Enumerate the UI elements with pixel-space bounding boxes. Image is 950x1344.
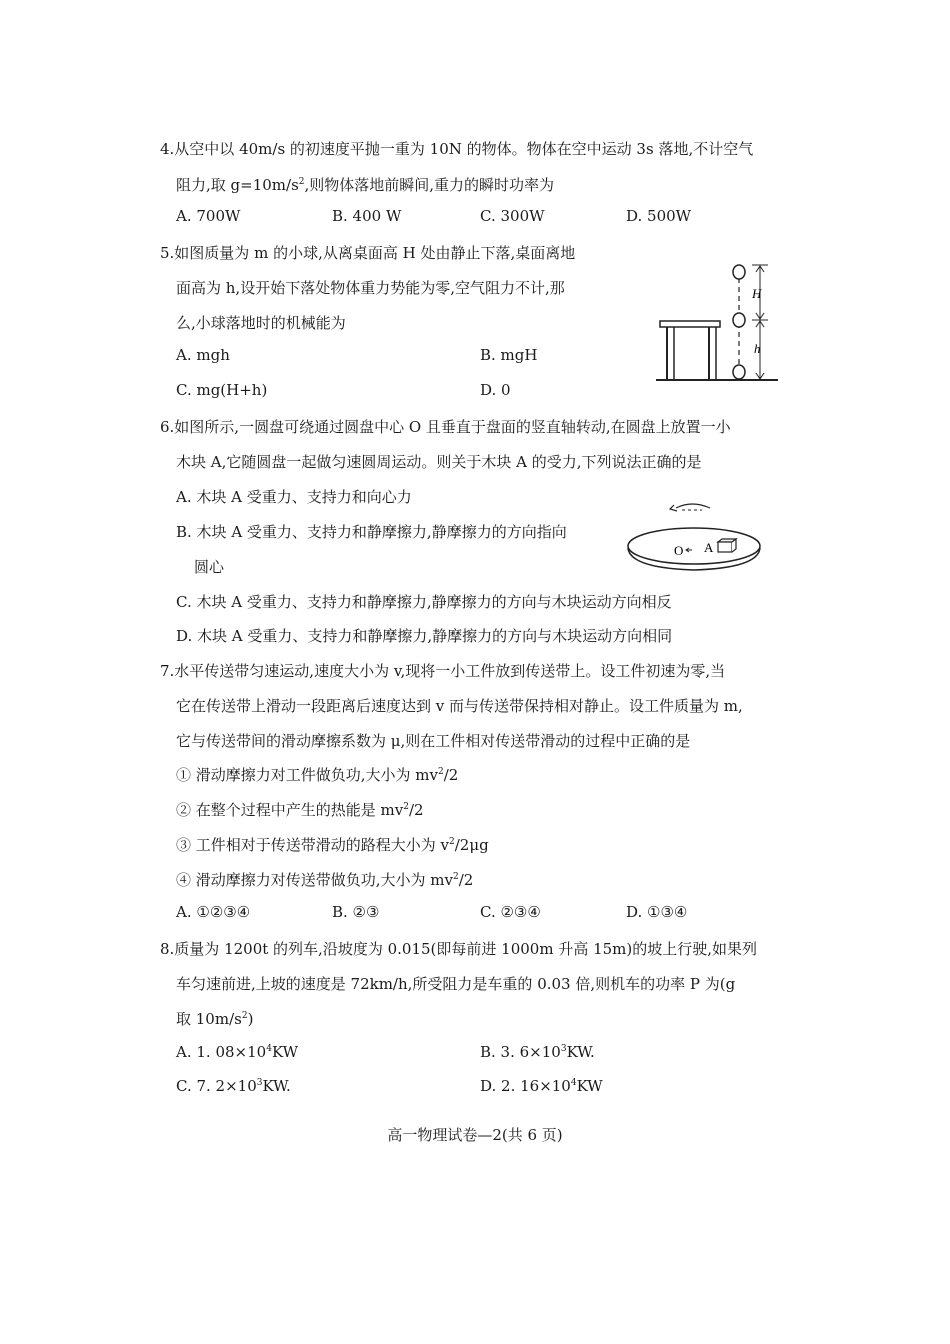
q6-option-b-line2: 圆心 — [194, 558, 225, 576]
q7-option-d: D. ①③④ — [626, 903, 688, 921]
q8-stem-line3: 取 $10m/s^2$) — [176, 1010, 254, 1028]
q4-option-c: C. 300W — [480, 207, 545, 225]
q4-stem-line2: 阻力,取 $g=10m/s^2$,则物体落地前瞬间,重力的瞬时功率为 — [176, 176, 555, 194]
q5-stem-line1: 5.如图质量为 m 的小球,从离桌面高 H 处由静止下落,桌面离地 — [160, 244, 576, 262]
q5-table-ball-figure — [650, 258, 780, 384]
q8-stem-line2: 车匀速前进,上坡的速度是 72km/h,所受阻力是车重的 0.03 倍,则机车的功率 P 为(g — [176, 975, 736, 993]
q6-stem-line2: 木块 A,它随圆盘一起做匀速圆周运动。则关于木块 A 的受力,下列说法正确的是 — [176, 453, 702, 471]
q7-option-c: C. ②③④ — [480, 903, 541, 921]
q6-stem-line1: 6.如图所示,一圆盘可绕通过圆盘中心 O 且垂直于盘面的竖直轴转动,在圆盘上放置一小 — [160, 418, 731, 436]
q8-option-c: C. 7. $2\times 10^3KW$. — [176, 1077, 291, 1095]
label-A: A — [704, 540, 714, 555]
q4-option-d: D. 500W — [626, 207, 692, 225]
q7-stem-line1: 7.水平传送带匀速运动,速度大小为 v,现将一小工件放到传送带上。设工件初速为零,当 — [160, 662, 726, 680]
q7-option-b: B. ②③ — [332, 903, 380, 921]
q7-stem-line3: 它与传送带间的滑动摩擦系数为 μ,则在工件相对传送带滑动的过程中正确的是 — [176, 732, 691, 750]
q6-disk-figure — [622, 496, 768, 582]
q4-option-b: B. 400 W — [332, 207, 402, 225]
q4-option-a: A. 700W — [176, 207, 241, 225]
q6-option-d: D. 木块 A 受重力、支持力和静摩擦力,静摩擦力的方向与木块运动方向相同 — [176, 627, 673, 645]
label-h: h — [754, 341, 761, 356]
label-H: H — [752, 286, 762, 301]
q5-option-c: C. mg(H+h) — [176, 381, 268, 399]
q5-stem-line2: 面高为 h,设开始下落处物体重力势能为零,空气阻力不计,那 — [176, 279, 565, 297]
q6-option-a: A. 木块 A 受重力、支持力和向心力 — [176, 488, 412, 506]
label-O: O — [674, 543, 684, 558]
q7-option-a: A. ①②③④ — [176, 903, 251, 921]
q8-stem-line1: 8.质量为 1200t 的列车,沿坡度为 0.015(即每前进 1000m 升高 15m)的坡上行驶,如果列 — [160, 940, 758, 958]
q5-stem-line3: 么,小球落地时的机械能为 — [176, 314, 346, 332]
q7-statement-3: ③ 工件相对于传送带滑动的路程大小为 $v^2/2\mu g$ — [176, 836, 489, 854]
q8-option-b: B. 3. $6\times 10^3KW$. — [480, 1043, 595, 1061]
q7-statement-4: ④ 滑动摩擦力对传送带做负功,大小为 $mv^2/2$ — [176, 871, 474, 889]
page-footer: 高一物理试卷—2(共 6 页) — [387, 1126, 563, 1144]
q7-stem-line2: 它在传送带上滑动一段距离后速度达到 v 而与传送带保持相对静止。设工件质量为 m, — [176, 697, 743, 715]
q7-statement-2: ② 在整个过程中产生的热能是 $mv^2/2$ — [176, 801, 424, 819]
q5-option-b: B. mgH — [480, 346, 538, 364]
q8-option-a: A. 1. $08\times 10^4KW$ — [176, 1043, 299, 1061]
q5-option-a: A. mgh — [176, 346, 230, 364]
q5-option-d: D. 0 — [480, 381, 511, 399]
q6-option-c: C. 木块 A 受重力、支持力和静摩擦力,静摩擦力的方向与木块运动方向相反 — [176, 593, 672, 611]
q4-stem-line1: 4.从空中以 40m/s 的初速度平抛一重为 10N 的物体。物体在空中运动 3s 落地,不计空气 — [160, 140, 754, 158]
q8-option-d: D. 2. $16\times 10^4KW$ — [480, 1077, 603, 1095]
q7-statement-1: ① 滑动摩擦力对工件做负功,大小为 $mv^2/2$ — [176, 766, 459, 784]
q6-option-b-line1: B. 木块 A 受重力、支持力和静摩擦力,静摩擦力的方向指向 — [176, 523, 567, 541]
